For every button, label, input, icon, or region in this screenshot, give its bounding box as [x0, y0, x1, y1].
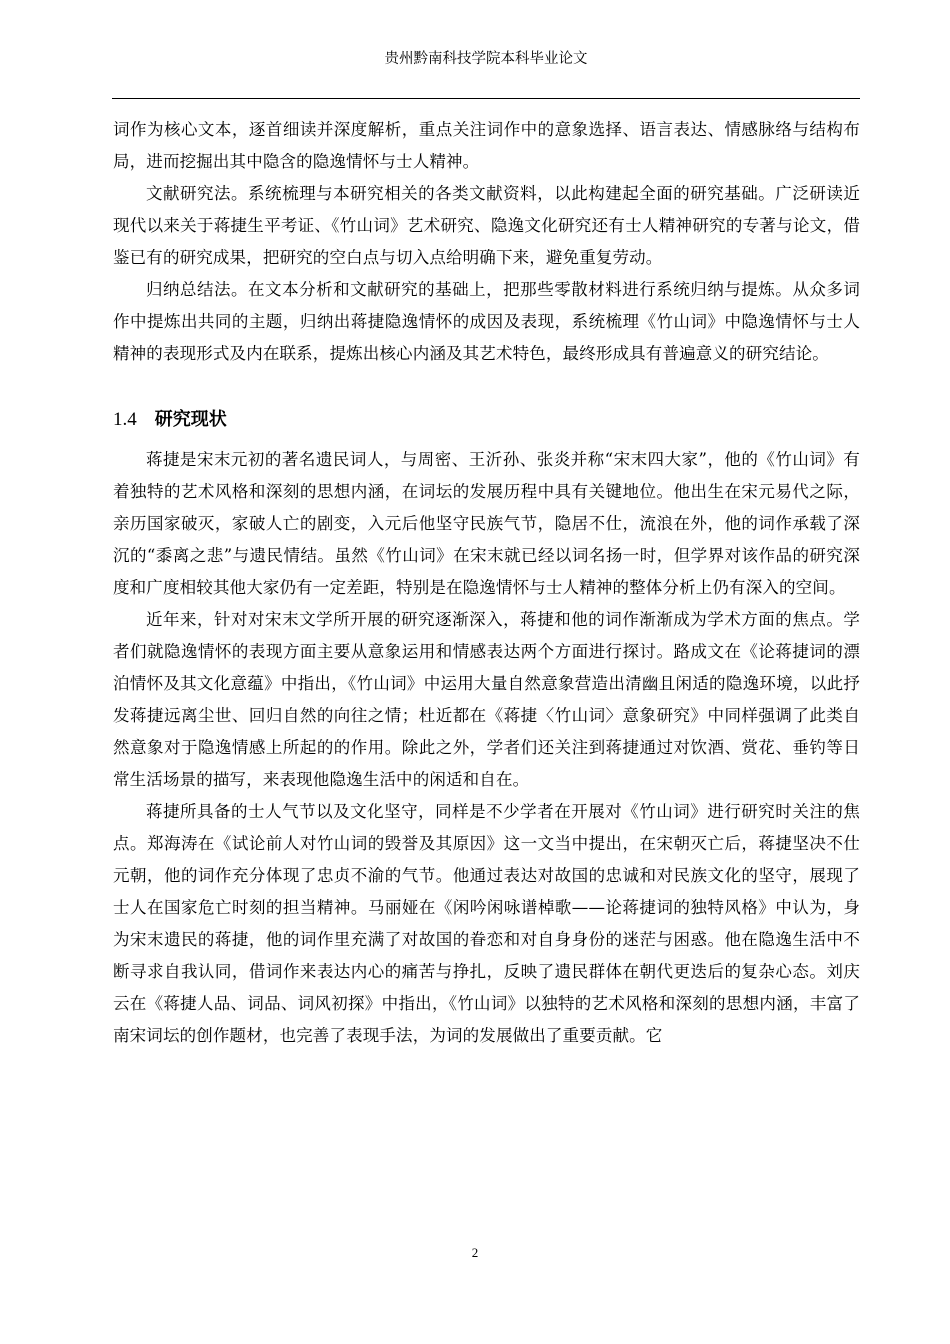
paragraph-induction-method: 归纳总结法。在文本分析和文献研究的基础上，把那些零散材料进行系统归纳与提炼。从众多词作中提炼出共同的主题，归纳出蒋捷隐逸情怀的成因及表现，系统梳理《竹山词》中隐逸情怀与士人精神的表现形式及内在联系，提炼出核心内涵及其艺术特色，最终形成具有普遍意义的研究结论。	[113, 280, 860, 363]
paragraph-research-status-2: 近年来，针对对宋末文学所开展的研究逐渐深入，蒋捷和他的词作渐渐成为学术方面的焦点。学者们就隐逸情怀的表现方面主要从意象运用和情感表达两个方面进行探讨。路成文在《论蒋捷词的漂泊情怀及其文化意蕴》中指出，《竹山词》中运用大量自然意象营造出清幽且闲适的隐逸环境，以此抒发蒋捷远离尘世、回归自然的向往之情；杜近都在《蒋捷〈竹山词〉意象研究》中同样强调了此类自然意象对于隐逸情感上所起的的作用。除此之外，学者们还关注到蒋捷通过对饮酒、赏花、垂钓等日常生活场景的描写，来表现他隐逸生活中的闲适和自在。	[113, 610, 860, 789]
paragraph-continued: 词作为核心文本，逐首细读并深度解析，重点关注词作中的意象选择、语言表达、情感脉络与结构布局，进而挖掘出其中隐含的隐逸情怀与士人精神。	[113, 120, 860, 171]
page-number: 2	[471, 1245, 479, 1260]
paragraph-research-status-3: 蒋捷所具备的士人气节以及文化坚守，同样是不少学者在开展对《竹山词》进行研究时关注的焦点。郑海涛在《试论前人对竹山词的毁誉及其原因》这一文当中提出，在宋朝灭亡后，蒋捷坚决不仕元朝，他的词作充分体现了忠贞不渝的气节。他通过表达对故国的忠诚和对民族文化的坚守，展现了士人在国家危亡时刻的担当精神。马丽娅在《闲吟闲咏谱棹歌——论蒋捷词的独特风格》中认为，身为宋末遗民的蒋捷，他的词作里充满了对故国的眷恋和对自身身份的迷茫与困惑。他在隐逸生活中不断寻求自我认同，借词作来表达内心的痛苦与挣扎，反映了遗民群体在朝代更迭后的复杂心态。刘庆云在《蒋捷人品、词品、词风初探》中指出，《竹山词》以独特的艺术风格和深刻的思想内涵，丰富了南宋词坛的创作题材，也完善了表现手法，为词的发展做出了重要贡献。它	[113, 802, 860, 1045]
section-title: 研究现状	[154, 409, 227, 430]
page-header	[112, 47, 860, 99]
section-number: 1.4	[113, 409, 137, 430]
paragraph-literature-method: 文献研究法。系统梳理与本研究相关的各类文献资料，以此构建起全面的研究基础。广泛研读近现代以来关于蒋捷生平考证、《竹山词》艺术研究、隐逸文化研究还有士人精神研究的专著与论文，借鉴已有的研究成果，把研究的空白点与切入点给明确下来，避免重复劳动。	[113, 184, 860, 267]
section-heading	[113, 404, 860, 436]
header-title: 贵州黔南科技学院本科毕业论文	[384, 51, 588, 67]
paragraph-research-status-1: 蒋捷是宋末元初的著名遗民词人，与周密、王沂孙、张炎并称“宋末四大家”，他的《竹山词》有着独特的艺术风格和深刻的思想内涵，在词坛的发展历程中具有关键地位。他出生在宋元易代之际，亲历国家破灭，家破人亡的剧变，入元后他坚守民族气节，隐居不仕，流浪在外，他的词作承载了深沉的“黍离之悲”与遗民情结。虽然《竹山词》在宋末就已经以词名扬一时，但学界对该作品的研究深度和广度相较其他大家仍有一定差距，特别是在隐逸情怀与士人精神的整体分析上仍有深入的空间。	[113, 450, 860, 597]
document-body	[113, 114, 860, 1052]
